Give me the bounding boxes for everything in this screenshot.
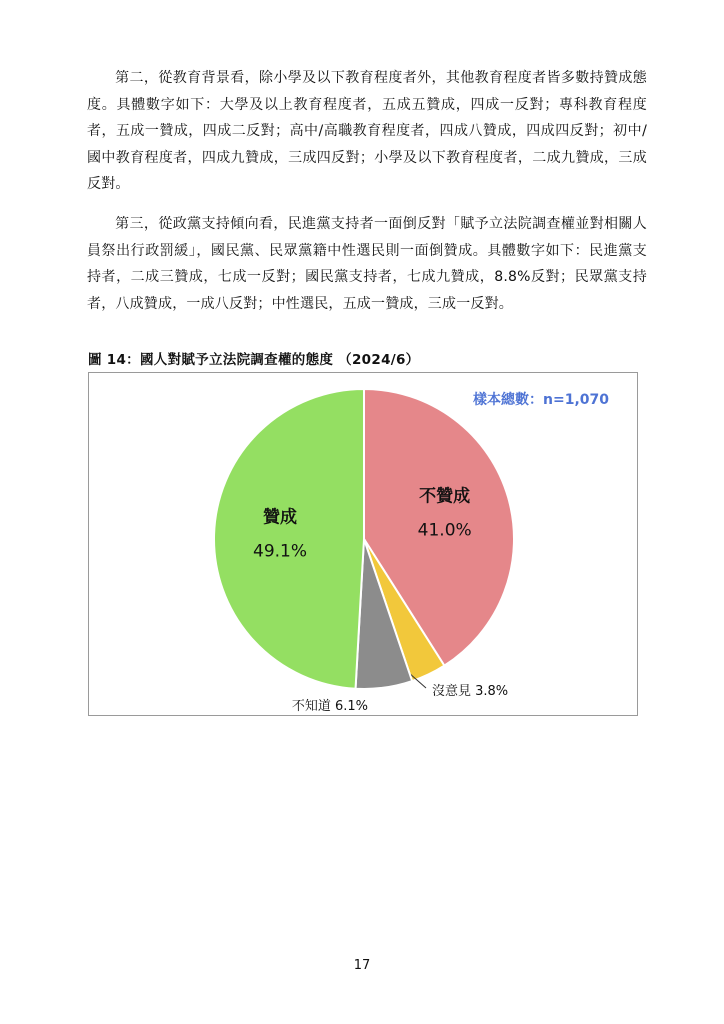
page-number: 17 <box>353 958 371 973</box>
chart-frame <box>88 372 638 716</box>
pie-value-贊成: 49.1% <box>253 541 308 562</box>
pie-slice-贊成 <box>214 389 364 689</box>
pie-chart <box>89 373 637 715</box>
pie-label-沒意見: 沒意見 3.8% <box>432 684 509 699</box>
paragraph-education <box>87 65 647 198</box>
pie-label-贊成: 贊成 <box>263 507 298 528</box>
paragraph-party <box>87 211 647 317</box>
pie-value-不贊成: 41.0% <box>417 520 472 541</box>
paragraph-education-text: 第二，從教育背景看，除小學及以下教育程度者外，其他教育程度者皆多數持贊成態度。具體數字如下：大學及以上教育程度者，五成五贊成，四成一反對；專科教育程度者，五成一贊成，四成二反對；高中/高職教育程度者，四成八贊成，四成四反對；初中/國中教育程度者，四成九贊成，三成四反對；小學及以下教育程度者，二成九贊成，三成反對。 <box>87 70 647 192</box>
paragraph-party-text: 第三，從政黨支持傾向看，民進黨支持者一面倒反對「賦予立法院調查權並對相關人員祭出行政罰緩」，國民黨、民眾黨籍中性選民則一面倒贊成。具體數字如下：民進黨支持者，二成三贊成，七成一反對；國民黨支持者，七成九贊成，8.8%反對；民眾黨支持者，八成贊成，一成八反對；中性選民，五成一贊成，三成一反對。 <box>87 216 647 312</box>
pie-label-不知道: 不知道 6.1% <box>291 699 368 714</box>
sample-size-label: 樣本總數：n=1,070 <box>473 392 609 408</box>
figure-caption: 圖 14：國人對賦予立法院調查權的態度 （2024/6） <box>88 352 420 368</box>
pie-label-不贊成: 不贊成 <box>419 486 471 507</box>
